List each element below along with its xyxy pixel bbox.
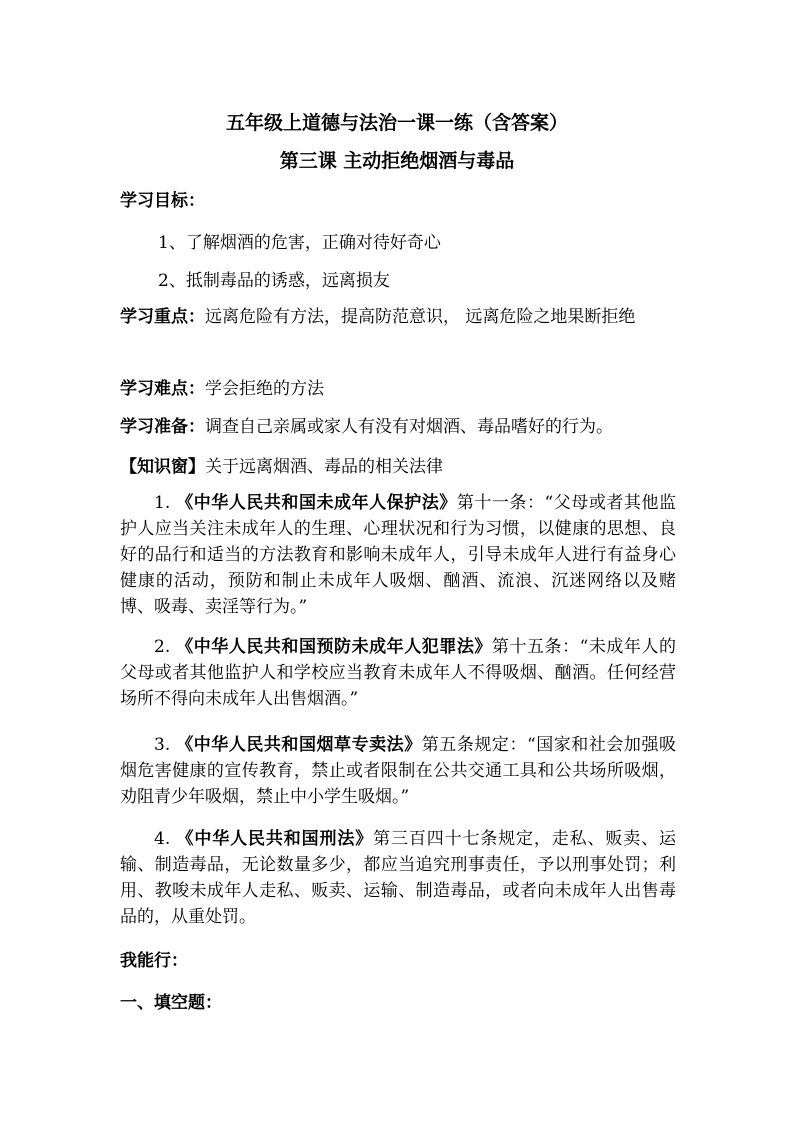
- law-text: 第十一条：“父母或者其他监护人应当关注未成年人的生理、心理状况和行为习惯，以健康的思想、良好的品行和适当的方法教育和影响未成年人，引导未成年人进行有益身心健康的活动，预防和制止未成年人吸烟、酗酒、流浪、沉迷网络以及赌博、吸毒、卖淫等行为。”: [120, 493, 676, 617]
- practice-heading: 我能行：: [120, 951, 188, 971]
- law-item-4: [120, 826, 676, 930]
- law-text: 第三百四十七条规定，走私、贩卖、运输、制造毒品，无论数量多少，都应当追究刑事责任，予以刑事处罚；利用、教唆未成年人走私、贩卖、运输、制造毒品，或者向未成年人出售毒品的，从重处罚。: [120, 829, 677, 927]
- preparation: [120, 412, 676, 437]
- law-item-2: [120, 634, 676, 712]
- section-fill-in-blank: 一、填空题：: [120, 993, 222, 1013]
- law-item-1: [120, 490, 676, 620]
- preparation-text: 调查自己亲属或家人有没有对烟酒、毒品嗜好的行为。: [205, 417, 613, 437]
- knowledge-label: 【知识窗】: [120, 457, 205, 477]
- law-name: 《中华人民共和国预防未成年人犯罪法》: [176, 637, 492, 657]
- objective-item-1: 1、了解烟酒的危害，正确对待好奇心: [158, 233, 441, 253]
- law-number: 2.: [154, 637, 171, 657]
- objectives-heading: 学习目标：: [120, 191, 205, 211]
- law-text: 第十五条：“未成年人的父母或者其他监护人和学校应当教育未成年人不得吸烟、酗酒。任何经营场所不得向未成年人出售烟酒。”: [120, 637, 676, 709]
- lesson-subtitle: 第三课 主动拒绝烟酒与毒品: [279, 150, 515, 172]
- law-number: 1.: [154, 493, 171, 513]
- difficulties-label: 学习难点：: [120, 379, 205, 399]
- law-name: 《中华人民共和国刑法》: [176, 829, 374, 849]
- difficulties: [120, 374, 676, 399]
- key-points-label: 学习重点：: [120, 307, 205, 327]
- knowledge-window: [120, 452, 676, 477]
- key-points: [120, 304, 676, 330]
- law-number: 4.: [154, 829, 171, 849]
- preparation-label: 学习准备：: [120, 417, 205, 437]
- law-number: 3.: [154, 735, 171, 755]
- knowledge-text: 关于远离烟酒、毒品的相关法律: [205, 457, 443, 477]
- law-name: 《中华人民共和国烟草专卖法》: [176, 735, 422, 755]
- law-item-3: [120, 732, 676, 810]
- difficulties-text: 学会拒绝的方法: [205, 379, 324, 399]
- document-title: 五年级上道德与法治一课一练（含答案）: [225, 112, 568, 134]
- key-points-text: 远离危险有方法，提高防范意识， 远离危险之地果断拒绝: [205, 307, 636, 327]
- objective-item-2: 2、抵制毒品的诱惑，远离损友: [158, 271, 390, 291]
- law-text: 第五条规定：“国家和社会加强吸烟危害健康的宣传教育，禁止或者限制在公共交通工具和公共场所吸烟，劝阻青少年吸烟，禁止中小学生吸烟。”: [120, 735, 676, 807]
- law-name: 《中华人民共和国未成年人保护法》: [176, 493, 457, 513]
